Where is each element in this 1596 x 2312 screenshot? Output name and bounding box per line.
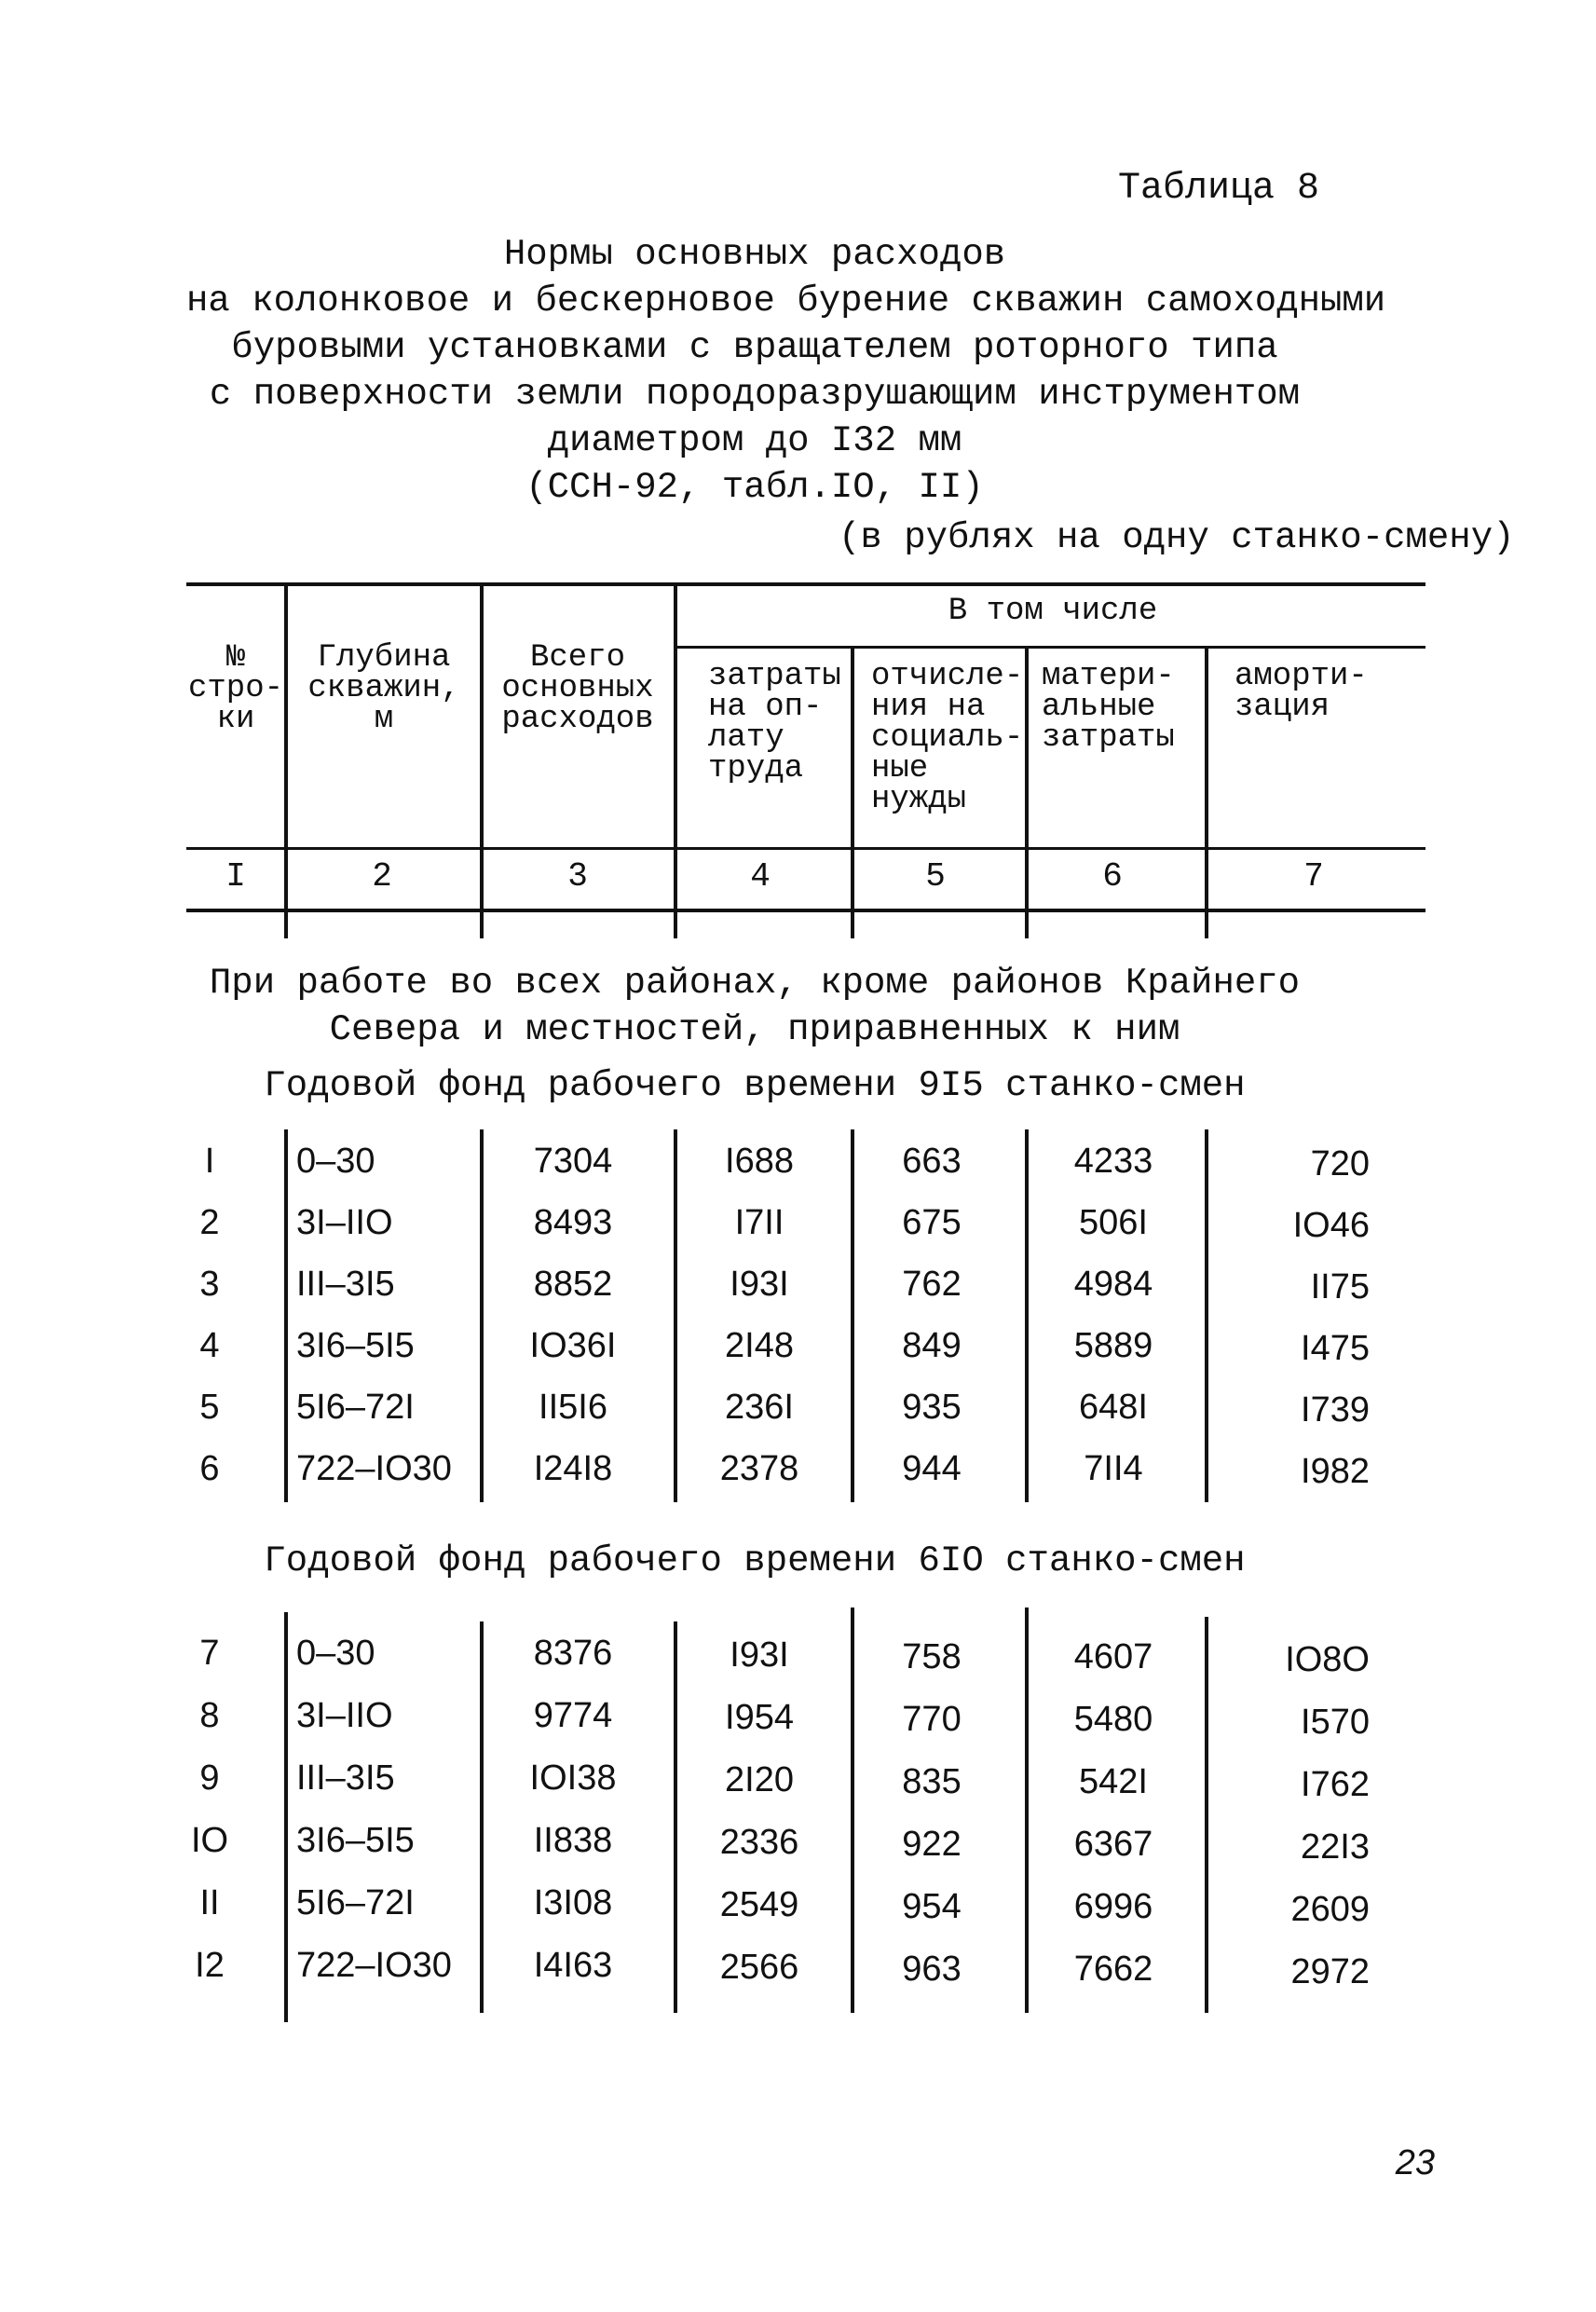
body-divider — [674, 1129, 677, 1502]
header-row-no: № стро- ки — [187, 640, 284, 737]
body-divider — [674, 1621, 677, 2013]
labor-costs: 2566 — [719, 1948, 799, 1987]
row-number: 3 — [199, 1265, 220, 1304]
row-number: I — [204, 1142, 215, 1181]
header-divider — [851, 648, 854, 938]
body-divider — [851, 1129, 854, 1502]
body-divider — [284, 1129, 288, 1502]
material-costs: 5480 — [1073, 1700, 1153, 1739]
row-number: 6 — [199, 1449, 220, 1488]
labor-costs: I954 — [725, 1698, 794, 1737]
amortization: 2972 — [1290, 1952, 1370, 1991]
column-numbers-bottom-rule — [186, 909, 1425, 912]
amortization: I475 — [1301, 1329, 1370, 1368]
total-costs: I4I63 — [533, 1946, 613, 1985]
table-title — [186, 231, 1386, 511]
depth-range: 3I6–5I5 — [296, 1326, 415, 1365]
social-costs: 944 — [902, 1449, 962, 1488]
header-divider — [480, 584, 484, 938]
column-number: 3 — [567, 857, 588, 896]
header-total: Всего основных расходов — [501, 640, 654, 737]
material-costs: 6367 — [1073, 1825, 1153, 1864]
title-line: (ССН-92, табл.IО, II) — [525, 467, 984, 508]
column-number: 7 — [1303, 857, 1324, 896]
title-line: на колонковое и бескерновое бурение скважин самоходными — [186, 280, 1386, 321]
social-costs: 762 — [902, 1265, 962, 1304]
labor-costs: I688 — [725, 1142, 794, 1181]
amortization: 2609 — [1290, 1890, 1370, 1929]
amortization: 22I3 — [1301, 1827, 1370, 1867]
total-costs: 8852 — [533, 1265, 613, 1304]
total-costs: II838 — [533, 1821, 613, 1860]
labor-costs: 236I — [725, 1388, 794, 1427]
depth-range: 3I6–5I5 — [296, 1821, 415, 1860]
total-costs: I3I08 — [533, 1883, 613, 1922]
social-costs: 922 — [902, 1825, 962, 1864]
page-number: 23 — [1395, 2143, 1435, 2182]
amortization: I570 — [1301, 1703, 1370, 1742]
title-line: диаметром до I32 мм — [547, 420, 962, 461]
labor-costs: 2I20 — [725, 1760, 794, 1799]
amortization: IО46 — [1292, 1206, 1370, 1245]
header-top-rule — [186, 582, 1425, 586]
material-costs: 7662 — [1073, 1949, 1153, 1989]
subheader-rule — [675, 646, 1425, 649]
row-number: 8 — [199, 1696, 220, 1735]
social-costs: 770 — [902, 1700, 962, 1739]
depth-range: 0–30 — [296, 1634, 375, 1673]
social-costs: 758 — [902, 1637, 962, 1676]
column-number: 5 — [925, 857, 946, 896]
header-divider — [1025, 648, 1029, 938]
total-costs: 8376 — [533, 1634, 613, 1673]
section-note: При работе во всех районах, кроме районов Крайнего — [209, 963, 1301, 1004]
social-costs: 849 — [902, 1326, 962, 1365]
social-costs: 963 — [902, 1949, 962, 1989]
total-costs: IОI38 — [529, 1758, 617, 1798]
header-in-that: В том числе — [948, 594, 1158, 629]
body-divider — [1025, 1607, 1029, 2013]
row-number: 5 — [199, 1388, 220, 1427]
row-number: II — [199, 1883, 220, 1922]
amortization: 720 — [1310, 1144, 1370, 1183]
total-costs: IО36I — [529, 1326, 617, 1365]
depth-range: 3I–IIО — [296, 1696, 393, 1735]
header-amort: аморти- зация — [1235, 659, 1368, 725]
total-costs: 7304 — [533, 1142, 613, 1181]
body-divider — [284, 1612, 288, 2022]
material-costs: 4984 — [1073, 1265, 1153, 1304]
column-number: 2 — [372, 857, 392, 896]
labor-costs: I93I — [730, 1265, 789, 1304]
row-number: 4 — [199, 1326, 220, 1365]
amortization: I762 — [1301, 1765, 1370, 1804]
row-number: 9 — [199, 1758, 220, 1798]
title-line: буровыми установками с вращателем роторного типа — [231, 327, 1278, 368]
amortization: I739 — [1301, 1390, 1370, 1430]
table-label: Таблица 8 — [1118, 168, 1320, 210]
labor-costs: 2336 — [719, 1823, 799, 1862]
amortization: IО8О — [1285, 1640, 1370, 1679]
depth-range: III–3I5 — [296, 1758, 395, 1798]
title-line: с поверхности земли породоразрушающим инструментом — [209, 374, 1301, 415]
depth-range: III–3I5 — [296, 1265, 395, 1304]
unit-note: (в рублях на одну станко-смену) — [839, 517, 1515, 558]
material-costs: 5889 — [1073, 1326, 1153, 1365]
body-divider — [480, 1129, 484, 1502]
depth-range: 722–IО30 — [296, 1449, 452, 1488]
social-costs: 675 — [902, 1203, 962, 1242]
section-note: Севера и местностей, приравненных к ним — [329, 1009, 1180, 1050]
labor-costs: I7II — [734, 1203, 784, 1242]
depth-range: 3I–IIО — [296, 1203, 393, 1242]
depth-range: 0–30 — [296, 1142, 375, 1181]
header-social: отчисле- ния на социаль- ные нужды — [871, 659, 1024, 817]
depth-range: 722–IО30 — [296, 1946, 452, 1985]
social-costs: 663 — [902, 1142, 962, 1181]
row-number: 2 — [199, 1203, 220, 1242]
total-costs: 8493 — [533, 1203, 613, 1242]
material-costs: 506I — [1079, 1203, 1148, 1242]
labor-costs: 2378 — [719, 1449, 799, 1488]
labor-costs: 2549 — [719, 1885, 799, 1924]
material-costs: 7II4 — [1084, 1449, 1143, 1488]
total-costs: II5I6 — [539, 1388, 607, 1427]
depth-range: 5I6–72I — [296, 1388, 415, 1427]
group-heading: Годовой фонд рабочего времени 6IО станко-смен — [264, 1540, 1246, 1581]
total-costs: I24I8 — [533, 1449, 613, 1488]
body-divider — [1205, 1617, 1208, 2013]
depth-range: 5I6–72I — [296, 1883, 415, 1922]
column-number: 6 — [1102, 857, 1123, 896]
header-divider — [674, 584, 677, 938]
header-bottom-rule — [186, 847, 1425, 850]
social-costs: 954 — [902, 1887, 962, 1926]
material-costs: 4233 — [1073, 1142, 1153, 1181]
row-number: I2 — [195, 1946, 225, 1985]
social-costs: 935 — [902, 1388, 962, 1427]
material-costs: 6996 — [1073, 1887, 1153, 1926]
title-line: Нормы основных расходов — [503, 234, 1006, 275]
social-costs: 835 — [902, 1762, 962, 1801]
header-labor: затраты на оп- лату труда — [708, 659, 841, 787]
row-number: IО — [190, 1821, 229, 1860]
body-divider — [851, 1607, 854, 2013]
material-costs: 648I — [1079, 1388, 1148, 1427]
amortization: I982 — [1301, 1452, 1370, 1491]
body-divider — [1205, 1129, 1208, 1502]
total-costs: 9774 — [533, 1696, 613, 1735]
body-divider — [1025, 1129, 1029, 1502]
column-number: I — [225, 857, 246, 896]
group-heading: Годовой фонд рабочего времени 9I5 станко-смен — [264, 1065, 1246, 1106]
header-divider — [1205, 648, 1208, 938]
labor-costs: I93I — [730, 1635, 789, 1675]
header-materials: матери- альные затраты — [1042, 659, 1175, 756]
amortization: II75 — [1310, 1267, 1370, 1306]
column-number: 4 — [750, 857, 771, 896]
material-costs: 542I — [1079, 1762, 1148, 1801]
row-number: 7 — [199, 1634, 220, 1673]
labor-costs: 2I48 — [725, 1326, 794, 1365]
header-depth: Глубина скважин, м — [307, 640, 460, 737]
material-costs: 4607 — [1073, 1637, 1153, 1676]
